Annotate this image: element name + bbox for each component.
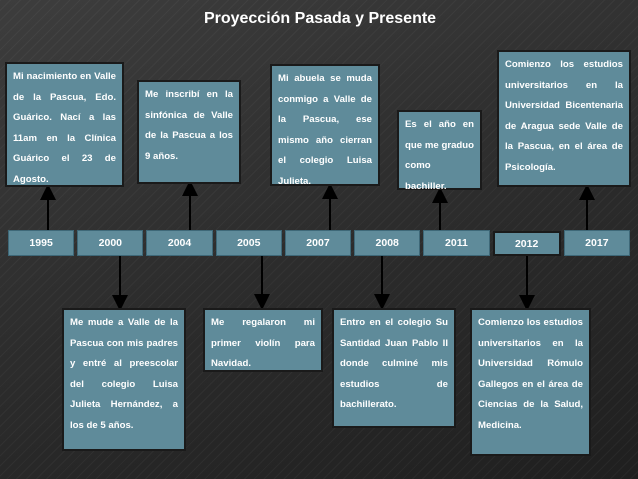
page-title: Proyección Pasada y Presente [203, 10, 437, 27]
year-2004: 2004 [146, 230, 212, 256]
event-2005: Me regalaron mi primer violín para Navidad. [203, 308, 323, 372]
year-2008: 2008 [354, 230, 420, 256]
event-2012: Comienzo los estudios universitarios en la Universidad Rómulo Gallegos en el área de Ciencias de la Salud, Medicina. [470, 308, 591, 456]
year-1995: 1995 [8, 230, 74, 256]
timeline-bar [8, 230, 630, 256]
year-2012: 2012 [493, 231, 561, 256]
year-2005: 2005 [216, 230, 282, 256]
year-2017: 2017 [564, 230, 630, 256]
event-2011: Es el año en que me graduo como bachiller. [397, 110, 482, 190]
event-2004: Me inscribí en la sinfónica de Valle de la Pascua a los 9 años. [137, 80, 241, 184]
year-2007: 2007 [285, 230, 351, 256]
event-2017: Comienzo los estudios universitarios en la Universidad Bicentenaria de Aragua sede Valle de la Pascua, en el área de Psicología. [497, 50, 631, 187]
event-2000: Me mude a Valle de la Pascua con mis padres y entré al preescolar del colegio Luisa Julieta Hernández, a los de 5 años. [62, 308, 186, 451]
year-2000: 2000 [77, 230, 143, 256]
event-1995: Mi nacimiento en Valle de la Pascua, Edo. Guárico. Nací a las 11am en la Clínica Guárico el 23 de Agosto. [5, 62, 124, 187]
event-2008: Entro en el colegio Su Santidad Juan Pablo II donde culminé mis estudios de bachillerato. [332, 308, 456, 428]
year-2011: 2011 [423, 230, 489, 256]
event-2007: Mi abuela se muda conmigo a Valle de la Pascua, ese mismo año cierran el colegio Luisa Julieta. [270, 64, 380, 186]
